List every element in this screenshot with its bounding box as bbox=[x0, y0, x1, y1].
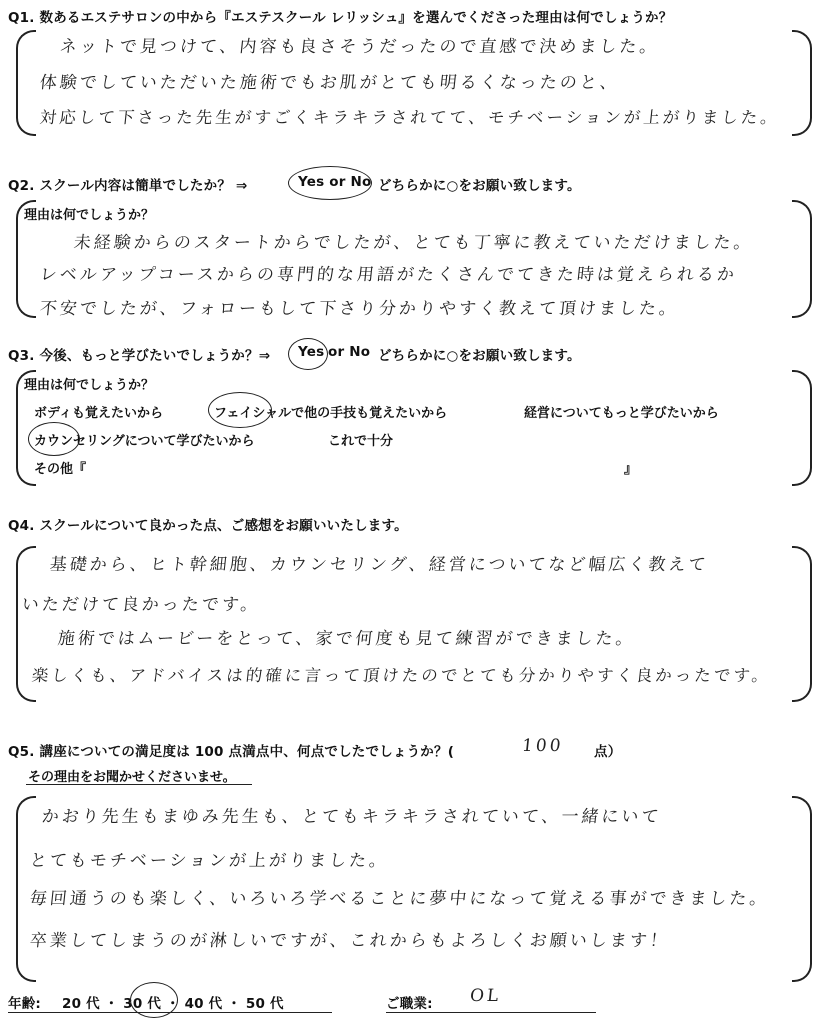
q3-yes-circle bbox=[288, 338, 328, 370]
job-underline bbox=[386, 1012, 596, 1013]
q5-answer-line-3: 毎回通うのも楽しく、いろいろ学べることに夢中になって覚える事ができました。 bbox=[28, 889, 771, 909]
q3-option-management: 経営についてもっと学びたいから bbox=[524, 406, 719, 421]
q5-answer-line-2: とてもモチベーションが上がりました。 bbox=[28, 851, 391, 871]
q3-facial-circle bbox=[208, 392, 272, 428]
job-label: ご職業: bbox=[386, 996, 433, 1012]
q3-option-body: ボディも覚えたいから bbox=[34, 406, 163, 421]
q1-answer-line-1: ネットで見つけて、内容も良さそうだったので直感で決めました。 bbox=[58, 37, 661, 57]
q3-option-enough: これで十分 bbox=[328, 434, 394, 449]
q3-option-other-close: 』 bbox=[624, 462, 638, 477]
q2-answer-line-1: 未経験からのスタートからでしたが、とても丁寧に教えていただけました。 bbox=[72, 233, 755, 253]
q4-answer-line-1: 基礎から、ヒト幹細胞、カウンセリング、経営についてなど幅広く教えて bbox=[48, 555, 710, 575]
q3-yes: Yes bbox=[298, 344, 325, 360]
q1-bracket-left bbox=[16, 30, 36, 136]
q3-question-pre: Q3. 今後、もっと学びたいでしょうか？⇒ bbox=[8, 348, 271, 364]
q3-question-post: どちらかに○をお願い致します。 bbox=[378, 348, 581, 364]
q3-reason-label: 理由は何でしょうか？ bbox=[24, 378, 155, 393]
q4-bracket-right bbox=[792, 546, 812, 702]
q3-option-counseling: カウンセリングについて学びたいから bbox=[34, 434, 255, 449]
q1-bracket-right bbox=[792, 30, 812, 136]
q5-reason-label: その理由をお聞かせくださいませ。 bbox=[28, 770, 236, 785]
q2-yes-or-no: Yes or No bbox=[298, 174, 372, 190]
q3-option-other: その他『 bbox=[34, 462, 87, 477]
q5-score: 100 bbox=[520, 736, 565, 756]
q5-bracket-right bbox=[792, 796, 812, 982]
q1-answer-line-3: 対応して下さった先生がすごくキラキラされてて、モチベーションが上がりました。 bbox=[38, 108, 781, 127]
q4-answer-line-4: 楽しくも、アドバイスは的確に言って頂けたのでとても分かりやすく良かったです。 bbox=[30, 666, 773, 685]
q2-reason-label: 理由は何でしょうか？ bbox=[24, 208, 155, 223]
q2-answer-line-2: レベルアップコースからの専門的な用語がたくさんでてきた時は覚えられるか bbox=[38, 265, 738, 285]
q4-answer-line-3: 施術ではムービーをとって、家で何度も見て練習ができました。 bbox=[56, 629, 637, 649]
age-options: 20 代 ・ 30 代 ・ 40 代 ・ 50 代 bbox=[62, 996, 284, 1012]
q4-answer-line-2: いただけて良かったです。 bbox=[20, 595, 262, 615]
q3-bracket-right bbox=[792, 370, 812, 486]
q3-counseling-circle bbox=[28, 422, 80, 456]
q5-reason-underline bbox=[26, 784, 252, 785]
q3-option-facial: フェイシャルで他の手技も覚えたいから bbox=[214, 406, 448, 421]
q5-answer-line-4: 卒業してしまうのが淋しいですが、これからもよろしくお願いします！ bbox=[28, 931, 671, 951]
q2-question-pre: Q2. スクール内容は簡単でしたか？ ⇒ bbox=[8, 178, 248, 194]
q2-answer-circle bbox=[288, 166, 372, 200]
q5-question-pre: Q5. 講座についての満足度は 100 点満点中、何点でしたでしょうか？( bbox=[8, 744, 455, 760]
q4-question: Q4. スクールについて良かった点、ご感想をお願いいたします。 bbox=[8, 518, 408, 534]
q3-or-no: or No bbox=[328, 344, 371, 360]
q2-bracket-right bbox=[792, 200, 812, 318]
q1-answer-line-2: 体験でしていただいた施術でもお肌がとても明るくなったのと、 bbox=[38, 73, 621, 93]
age-underline bbox=[8, 1012, 332, 1013]
age-label: 年齢: bbox=[8, 996, 41, 1012]
q2-question-post: どちらかに○をお願い致します。 bbox=[378, 178, 581, 194]
job-value: OL bbox=[468, 986, 503, 1006]
q1-question: Q1. 数あるエステサロンの中から『エステスクール レリッシュ』を選んでくださった理由は何でしょうか？ bbox=[8, 10, 673, 26]
q2-answer-line-3: 不安でしたが、フォローもして下さり分かりやすく教えて頂けました。 bbox=[38, 299, 680, 319]
q5-answer-line-1: かおり先生もまゆみ先生も、とてもキラキラされていて、一緒にいて bbox=[40, 807, 663, 827]
q5-unit: 点） bbox=[594, 744, 622, 760]
